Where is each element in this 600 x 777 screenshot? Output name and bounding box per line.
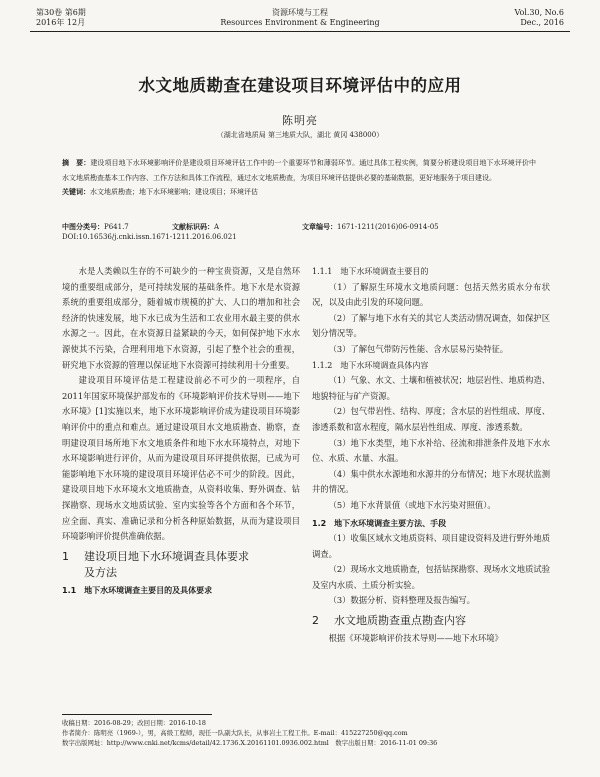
clc-value: P641.7 bbox=[104, 223, 129, 231]
journal-name bbox=[0, 8, 600, 28]
abstract-block bbox=[62, 156, 536, 200]
subsection-1-1-1-heading: 1.1.1 地下水环境调查主要目的 bbox=[312, 267, 429, 276]
volume-issue: 第30卷 第6期 bbox=[36, 8, 86, 17]
received-date: 收稿日期：2016-08-29；改回日期：2016-10-18 bbox=[62, 719, 206, 727]
date-en: Dec., 2016 bbox=[520, 18, 564, 27]
classification-block bbox=[62, 221, 542, 243]
keywords bbox=[62, 185, 536, 200]
header-rule bbox=[30, 31, 570, 32]
list-item: （3）了解包气带防污性能、含水层易污染特征。 bbox=[328, 343, 509, 354]
left-column bbox=[62, 264, 300, 598]
article-value: 1671-1211(2016)06-0914-05 bbox=[337, 223, 439, 231]
doc-label: 文献标识码： bbox=[172, 222, 214, 231]
section-1-title-line2: 及方法 bbox=[84, 565, 117, 579]
subsection-1-1-2-heading: 1.1.2 地下水环境调查具体内容 bbox=[312, 360, 429, 370]
subsection-1-1-heading: 1.1 地下水环境调查主要目的及具体要求 bbox=[62, 585, 213, 595]
abstract-label: 摘 要： bbox=[62, 159, 91, 167]
list-item: （2）包气带岩性、结构、厚度；含水层的岩性组成、厚度、渗透系数和富水程度，隔水层岩性组成、厚度、渗透系数。 bbox=[312, 406, 550, 432]
intro-paragraph-1: 水是人类赖以生存的不可缺少的一种宝贵资源，又是自然环境的重要组成部分，是可持续发展的基础条件。地下水是水资源系统的重要组成部分，随着城市规模的扩大、人口的增加和社会经济的快速发展，地下水已成为生活和工农业用水最主要的供水水源之一。因此，在水资源日益紧缺的今天，如何保护地下水水源使其不污染，合理利用地下水资源，引起了整个社会的重视，研究地下水资源的管理以保证地下水资源可持续利用十分重要。 bbox=[62, 266, 300, 370]
journal-name-cn: 资源环境与工程 bbox=[272, 8, 328, 17]
journal-volume-en bbox=[514, 8, 564, 28]
clc-label: 中图分类号： bbox=[62, 222, 104, 231]
year-month: 2016年 12月 bbox=[36, 18, 86, 27]
article-label: 文章编号： bbox=[302, 222, 337, 231]
footnote-block bbox=[62, 718, 582, 748]
footnote-rule bbox=[62, 714, 212, 715]
paper-title: 水文地质勘查在建设项目环境评估中的应用 bbox=[138, 76, 462, 95]
list-item: （4）集中供水水源地和水源井的分布情况；地下水现状监测井的情况。 bbox=[312, 468, 550, 495]
section-2-heading bbox=[312, 613, 550, 629]
subsection-1-2-heading: 1.2 地下水环境调查主要方法、手段 bbox=[312, 518, 447, 528]
intro-paragraph-2: 建设项目环境评估是工程建设前必不可少的一项程序，自2011年国家环境保护部发布的《环境影响评价技术导则——地下水环境》[1]实施以来，地下水环境影响评价成为建设项目环境影响评价中的重点和难点。通过建设项目水文地质勘查、勘察，查明建设项目场所地下水文地质条件和地下水水环境特点，对地下水环境影响进行评价，从而为建设项目环评提供依据，已成为可能影响地下水环境的建设项目环境评估必不可少的阶段。因此，建设项目地下水环境水文地质勘查，从资料收集、野外调查、钻探勘察、现场水文地质试验、室内实验等各个方面和各个环节，应全面、真实、准确记录和分析各种原始数据，从而为建设项目环境影响评价提供准确依据。 bbox=[62, 375, 300, 542]
list-item: （3）数据分析、资料整理及报告编写。 bbox=[328, 595, 475, 606]
section-2-number: 2 bbox=[312, 614, 319, 628]
section-2-title: 水文地质勘查重点勘查内容 bbox=[334, 614, 466, 628]
section-1-number: 1 bbox=[62, 549, 69, 563]
abstract-text: 建设项目地下水环境影响评价是建设项目环境评估工作中的一个重要环节和薄弱环节。通过具体工程实例，简要分析建设项目地下水环境评价中水文地质勘查基本工作内容、工作方法和具体工作流程，通过水文地质勘查，为项目环境评估提供必要的基础数据，更好地服务于项目建设。 bbox=[62, 159, 537, 182]
volume-en: Vol.30, No.6 bbox=[514, 8, 564, 17]
list-item: （1）气象、水文、土壤和植被状况；地层岩性、地质构造、地貌特征与矿产资源。 bbox=[312, 375, 550, 401]
abstract bbox=[62, 156, 536, 185]
list-item: （1）了解原生环境水文地质问题：包括天然劣质水分布状况，以及由此引发的环境问题。 bbox=[312, 281, 550, 308]
author-bio: 作者简介：陈明亮（1969-），男，高级工程师，现任一队副大队长，从事岩土工程工作。E-mail：415227250@qq.com bbox=[62, 729, 408, 737]
doi: DOI:10.16536/j.cnki.issn.1671-1211.2016.06.021 bbox=[62, 233, 237, 241]
article-number bbox=[302, 221, 439, 233]
list-item: （2）现场水文地质勘查，包括钻探勘察、现场水文地质试验及室内水质、土质分析实验。 bbox=[312, 564, 550, 590]
clc-number bbox=[62, 221, 129, 233]
list-item: （5）地下水背景值（或地下水污染对照值）。 bbox=[328, 499, 496, 510]
list-item: （3）地下水类型，地下水补给、径流和排泄条件及地下水水位、水质、水量、水温。 bbox=[312, 437, 550, 464]
online-publication: 数字出版网址：http://www.cnki.net/kcms/detail/42.1736.X.20161101.0936.002.html 数字出版日期：2016-11-01 09:36 bbox=[62, 739, 438, 747]
section-2-text: 根据《环境影响评价技术导则——地下水环境》 bbox=[328, 633, 503, 644]
section-1-title-line1: 建设项目地下水环境调查具体要求 bbox=[84, 549, 249, 563]
author-name: 陈明亮 bbox=[282, 114, 318, 127]
doc-value: A bbox=[214, 223, 220, 231]
journal-name-en: Resources Environment & Engineering bbox=[220, 18, 380, 27]
document-code bbox=[172, 221, 219, 233]
right-column bbox=[312, 264, 550, 647]
list-item: （2）了解与地下水有关的其它人类活动情况调查，如保护区划分情况等。 bbox=[312, 312, 550, 339]
author-affiliation: （湖北省地质局 第三地质大队，湖北 黄冈 438000） bbox=[216, 131, 384, 139]
section-1-heading bbox=[62, 549, 300, 581]
keywords-label: 关键词： bbox=[62, 188, 90, 196]
keywords-text: 水文地质勘查；地下水环境影响；建设项目；环境评估 bbox=[90, 188, 258, 196]
list-item: （1）收集区域水文地质资料、项目建设资料及进行野外地质调查。 bbox=[312, 533, 550, 559]
